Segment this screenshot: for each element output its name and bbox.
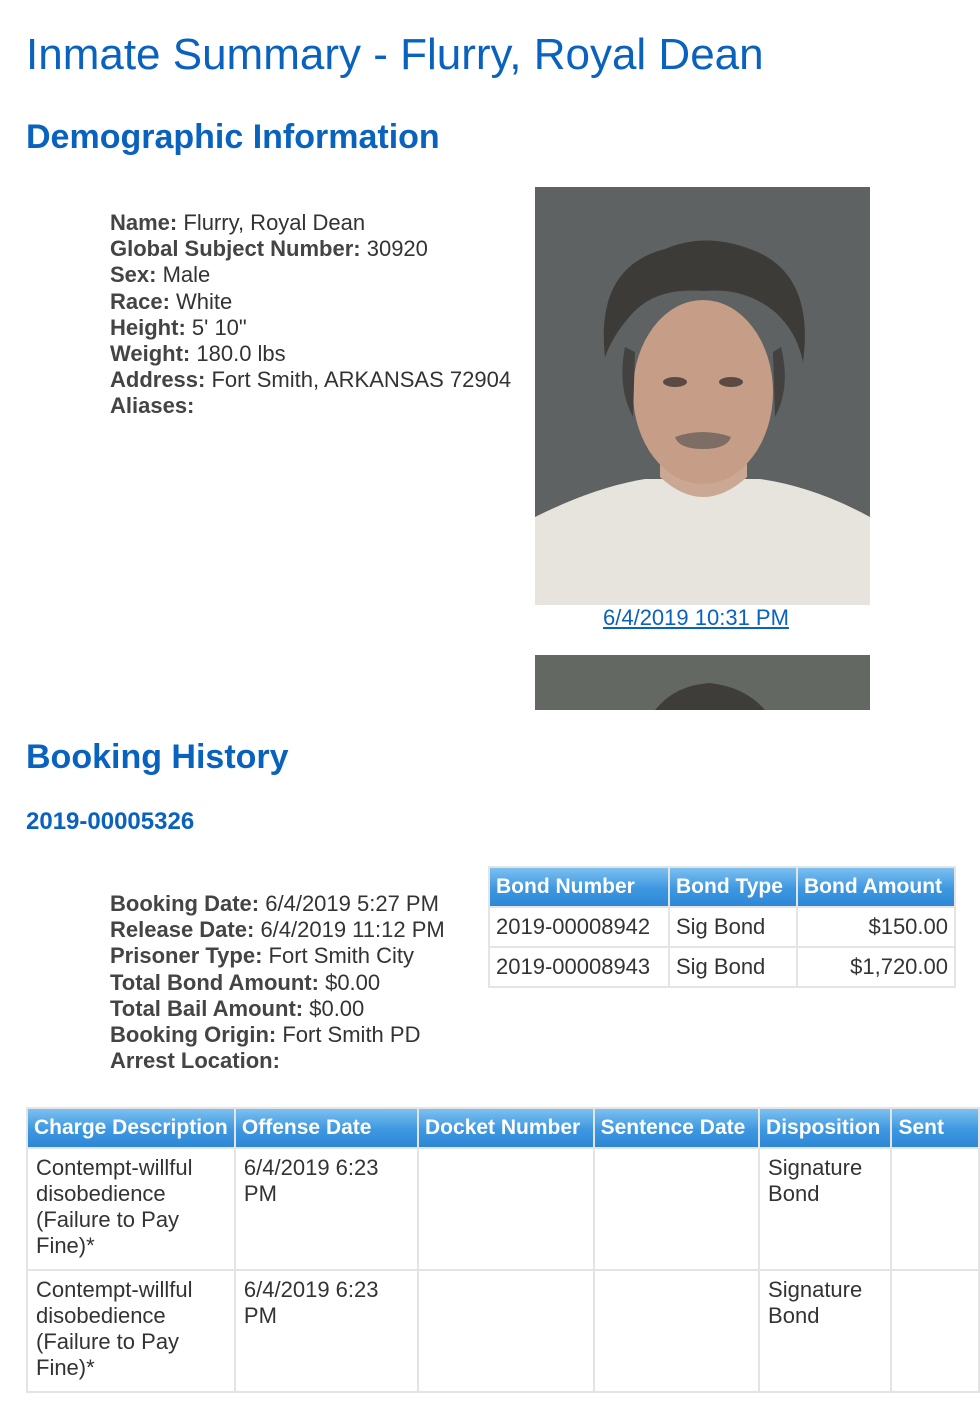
field-value: Flurry, Royal Dean: [183, 210, 366, 235]
field-value: Fort Smith, ARKANSAS 72904: [211, 367, 512, 393]
charge-description-cell: Contempt-willful disobedience (Failure to Pay Fine)*: [28, 1271, 234, 1391]
booking-field: [110, 891, 445, 917]
col-bond-amount[interactable]: Bond Amount: [798, 868, 954, 906]
bond-type-cell: Sig Bond: [670, 908, 796, 946]
field-label: Total Bail Amount:: [110, 995, 304, 1021]
mugshot-image: [535, 187, 870, 605]
mugshot-photo-secondary[interactable]: [535, 655, 870, 710]
sent-cell: [892, 1271, 978, 1391]
field-label: Release Date:: [110, 917, 255, 943]
demographic-field: [110, 341, 511, 367]
field-label: Name:: [110, 210, 178, 235]
field-label: Race:: [110, 288, 170, 314]
demographic-field: [110, 210, 511, 236]
field-value: Fort Smith PD: [282, 1022, 421, 1048]
page-title: Inmate Summary - Flurry, Royal Dean: [26, 30, 764, 79]
field-label: Aliases:: [110, 393, 195, 419]
photo-date-link[interactable]: 6/4/2019 10:31 PM: [603, 605, 789, 630]
offense-date-cell: 6/4/2019 6:23 PM: [236, 1271, 417, 1391]
col-disposition[interactable]: Disposition: [760, 1109, 890, 1147]
mugshot-photo[interactable]: [535, 187, 870, 605]
docket-number-cell: [419, 1271, 593, 1391]
bond-table: [488, 866, 956, 988]
charges-header-row: [28, 1109, 978, 1147]
booking-field: [110, 917, 445, 943]
demographic-field: [110, 236, 511, 262]
field-value: $0.00: [309, 995, 365, 1021]
booking-field: [110, 1022, 445, 1048]
col-docket-number[interactable]: Docket Number: [419, 1109, 593, 1147]
col-offense-date[interactable]: Offense Date: [236, 1109, 417, 1147]
booking-field: [110, 970, 445, 996]
field-label: Address:: [110, 367, 206, 393]
demographic-info: [110, 210, 511, 420]
booking-field: [110, 1048, 445, 1074]
bond-number-cell: 2019-00008943: [490, 948, 668, 986]
bond-number-cell: 2019-00008942: [490, 908, 668, 946]
booking-field: [110, 943, 445, 969]
field-value: Male: [162, 262, 211, 288]
col-bond-number[interactable]: Bond Number: [490, 868, 668, 906]
field-value: 5' 10": [191, 314, 247, 340]
field-label: Prisoner Type:: [110, 943, 263, 969]
demographic-field: [110, 367, 511, 393]
field-label: Booking Origin:: [110, 1022, 277, 1048]
booking-history-heading: Booking History: [26, 738, 289, 776]
field-value: Fort Smith City: [268, 943, 415, 969]
bond-header-row: [490, 868, 954, 906]
booking-number: 2019-00005326: [26, 808, 195, 835]
col-sent[interactable]: Sent: [892, 1109, 978, 1147]
charge-description-cell: Contempt-willful disobedience (Failure to Pay Fine)*: [28, 1149, 234, 1269]
table-row: [490, 948, 954, 986]
field-value: 30920: [366, 236, 428, 262]
bond-amount-cell: $1,720.00: [798, 948, 954, 986]
demographic-field: [110, 289, 511, 315]
table-row: [490, 908, 954, 946]
field-label: Height:: [110, 314, 186, 340]
field-label: Global Subject Number:: [110, 236, 361, 262]
col-sentence-date[interactable]: Sentence Date: [595, 1109, 758, 1147]
field-value: White: [176, 288, 233, 314]
demographic-field: [110, 262, 511, 288]
field-value: $0.00: [325, 969, 381, 995]
col-bond-type[interactable]: Bond Type: [670, 868, 796, 906]
sent-cell: [892, 1149, 978, 1269]
bond-type-cell: Sig Bond: [670, 948, 796, 986]
offense-date-cell: 6/4/2019 6:23 PM: [236, 1149, 417, 1269]
table-row: [28, 1149, 978, 1269]
demographic-field: [110, 393, 511, 419]
table-row: [28, 1271, 978, 1391]
field-label: Weight:: [110, 341, 191, 367]
field-label: Total Bond Amount:: [110, 969, 319, 995]
sentence-date-cell: [595, 1271, 758, 1391]
sentence-date-cell: [595, 1149, 758, 1269]
docket-number-cell: [419, 1149, 593, 1269]
booking-info: [110, 891, 445, 1074]
disposition-cell: Signature Bond: [760, 1271, 890, 1391]
field-label: Booking Date:: [110, 891, 260, 916]
charges-table: [26, 1107, 980, 1393]
demographic-field: [110, 315, 511, 341]
field-label: Arrest Location:: [110, 1048, 280, 1074]
booking-field: [110, 996, 445, 1022]
demographic-heading: Demographic Information: [26, 118, 440, 156]
bond-amount-cell: $150.00: [798, 908, 954, 946]
field-label: Sex:: [110, 262, 157, 288]
field-value: 6/4/2019 11:12 PM: [260, 917, 445, 943]
col-charge-description[interactable]: Charge Description: [28, 1109, 234, 1147]
mugshot-image-secondary: [535, 655, 870, 710]
disposition-cell: Signature Bond: [760, 1149, 890, 1269]
field-value: 6/4/2019 5:27 PM: [265, 891, 439, 916]
field-value: 180.0 lbs: [196, 341, 286, 367]
